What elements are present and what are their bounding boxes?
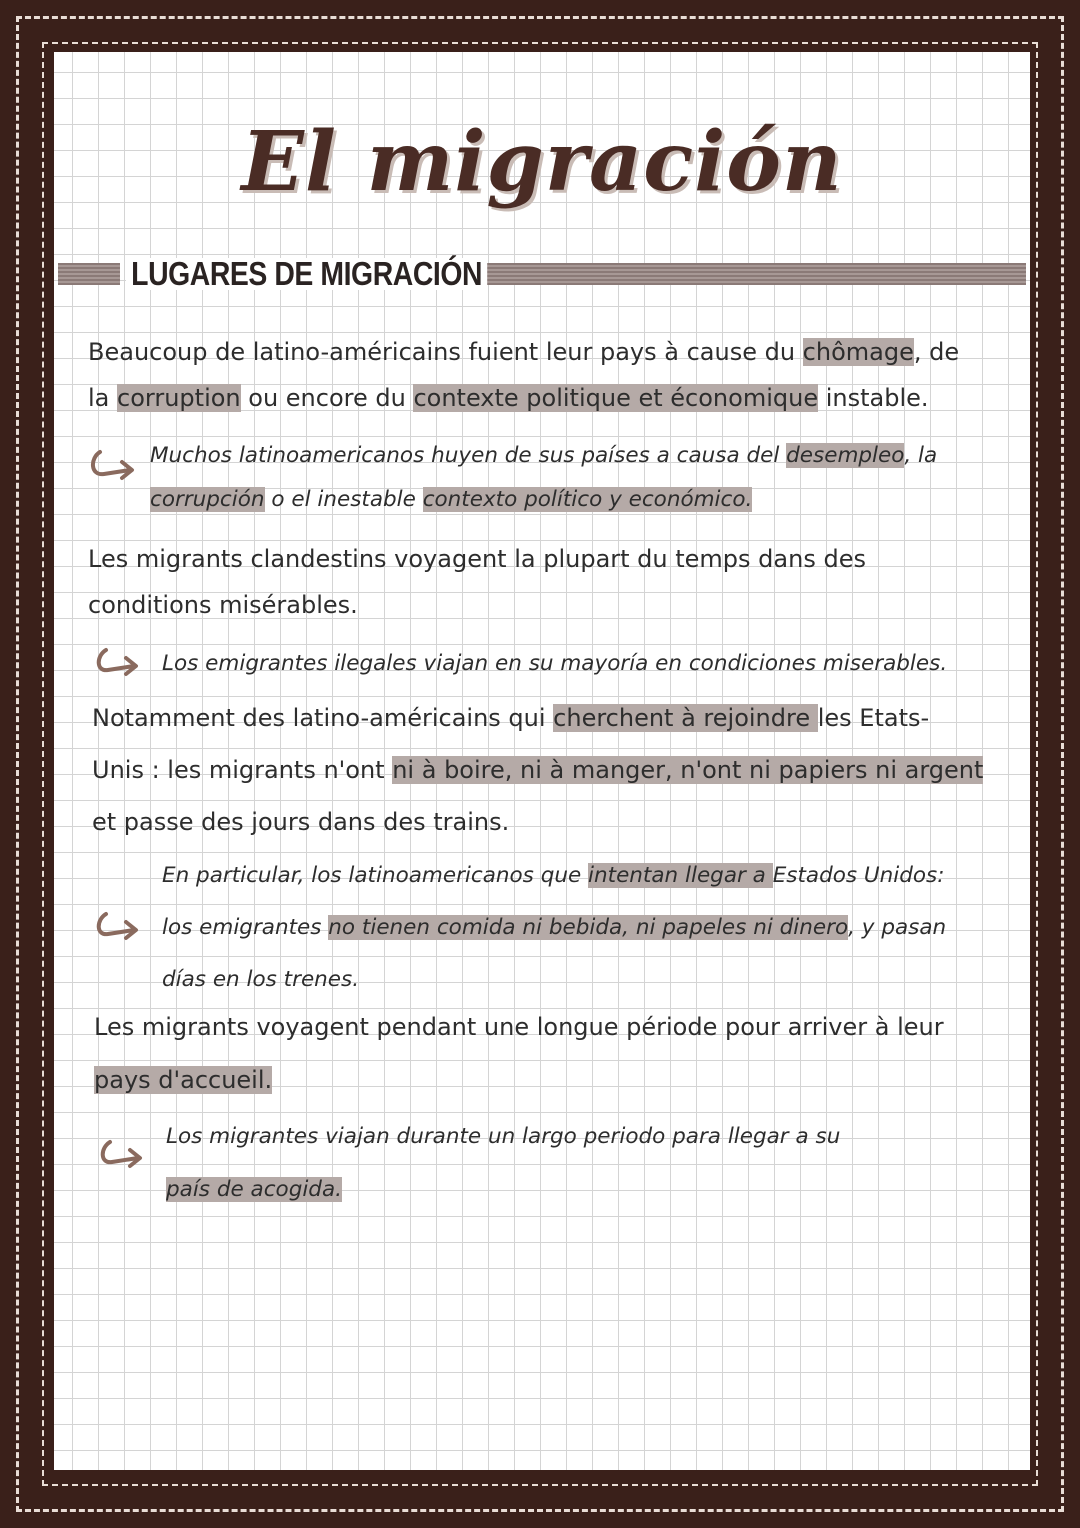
grid-paper [54,52,1030,1470]
es-line: los emigrantes no tienen comida ni bebida, ni papeles ni dinero, y pasan [162,915,947,940]
es-line: Muchos latinoamericanos huyen de sus países a causa del desempleo, la [150,443,938,468]
section-bar-right [454,263,1026,285]
fr-line: conditions misérables. [88,591,358,619]
paragraph-fr-1 [88,329,959,421]
curved-arrow-icon [94,1138,150,1172]
curved-arrow-icon [90,646,146,680]
paragraph-es-1 [150,433,937,521]
fr-line: Notamment des latino-américains qui cherchent à rejoindre les Etats- [92,704,930,732]
highlight: contexte politique et économique [413,384,819,412]
section-title: LUGARES DE MIGRACIÓN [126,258,487,290]
es-line: Los emigrantes ilegales viajan en su mayoría en condiciones miserables. [162,651,948,676]
es-line: Los migrantes viajan durante un largo periodo para llegar a su [166,1124,841,1149]
curved-arrow-icon [90,910,146,944]
fr-line: Beaucoup de latino-américains fuient leur pays à cause du chômage, de [88,338,960,366]
es-line: días en los trenes. [162,967,360,992]
paragraph-fr-3 [92,692,983,848]
fr-line: Les migrants clandestins voyagent la plupart du temps dans des [88,545,866,573]
section-header [54,255,1030,292]
es-line: En particular, los latinoamericanos que intentan llegar a Estados Unidos: [162,863,945,888]
highlight: desempleo [786,443,905,468]
fr-line [94,1054,944,1107]
highlight: cherchent à rejoindre [553,704,818,732]
paragraph-es-4 [166,1110,840,1216]
highlight: país de acogida. [166,1177,342,1202]
paragraph-es-3 [162,850,946,1006]
fr-line: la corruption ou encore du contexte politique et économique instable. [88,384,929,412]
section-bar-left [58,263,120,285]
paragraph-es-2 [162,641,947,687]
highlight: pays d'accueil. [94,1066,273,1094]
highlight: ni à boire, ni à manger, n'ont ni papiers ni argent [392,756,984,784]
paragraph-fr-4 [94,1001,944,1107]
highlight: no tienen comida ni bebida, ni papeles ni dinero [328,915,849,940]
es-line [166,1163,840,1216]
fr-line: Les migrants voyagent pendant une longue période pour arriver à leur [94,1013,944,1041]
highlight: corruption [117,384,241,412]
fr-line: Unis : les migrants n'ont ni à boire, ni à manger, n'ont ni papiers ni argent [92,756,984,784]
es-line: corrupción o el inestable contexto político y económico. [150,487,753,512]
highlight: contexto político y económico. [422,487,753,512]
highlight: intentan llegar a [588,863,773,888]
fr-line: et passe des jours dans des trains. [92,808,510,836]
page-title: El migración [241,114,843,210]
paragraph-fr-2 [88,536,866,628]
highlight: corrupción [150,487,265,512]
highlight: chômage [802,338,914,366]
curved-arrow-icon [86,448,142,482]
